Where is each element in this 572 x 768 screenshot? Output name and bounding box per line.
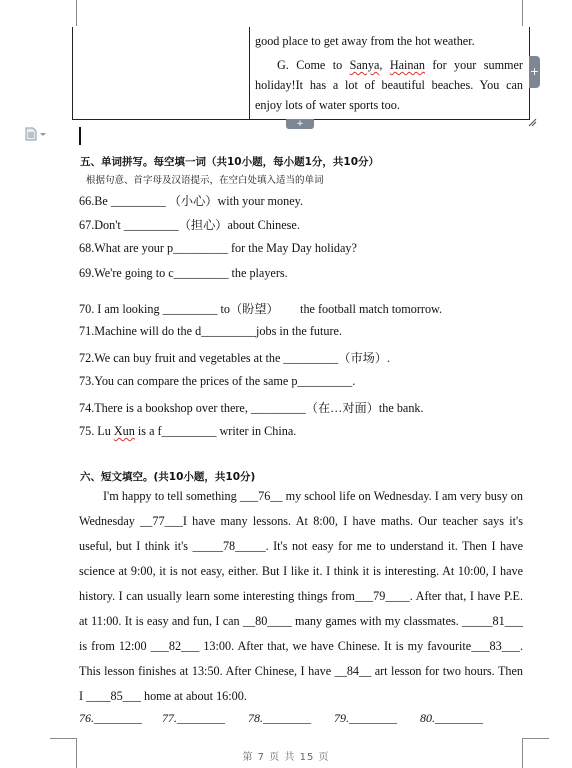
table-line-1: good place to get away from the hot weather. <box>255 34 475 48</box>
question-74[interactable]: 74.There is a bookshop over there, _________（在…对面）the bank. <box>79 401 424 415</box>
question-68[interactable]: 68.What are your p_________ for the May Day holiday? <box>79 241 357 255</box>
question-70[interactable]: 70. I am looking _________ to（盼望） the football match tomorrow. <box>79 302 443 316</box>
answer-80[interactable]: 80.________ <box>420 711 483 725</box>
question-75[interactable] <box>79 424 296 439</box>
add-row-button[interactable] <box>286 119 314 129</box>
answer-78[interactable]: 78.________ <box>248 711 311 725</box>
option-g-prefix: G. Come to <box>277 58 350 72</box>
crop-mark-bottom-left-h <box>50 738 77 739</box>
option-g-text: for your summer holiday!It has a lot of beautiful beaches. You can enjoy lots of water sports too. <box>255 58 523 112</box>
spellcheck-word-hainan: Hainan <box>389 58 426 72</box>
document-icon[interactable] <box>24 127 50 141</box>
add-column-button[interactable] <box>529 56 540 88</box>
crop-mark-top-left-v <box>76 0 77 26</box>
crop-mark-top-right-v <box>522 0 523 26</box>
question-73[interactable]: 73.You can compare the prices of the same p_________. <box>79 374 356 388</box>
spellcheck-word-sanya: Sanya <box>349 58 380 72</box>
section-6-title: 六、短文填空。(共10小题，共10分) <box>80 471 256 483</box>
section-5-title: 五、单词拼写。每空填一词（共10小题，每小题1分，共10分） <box>80 156 380 168</box>
question-72[interactable]: 72.We can buy fruit and vegetables at the _________（市场）. <box>79 351 391 365</box>
question-67[interactable]: 67.Don't _________（担心）about Chinese. <box>79 218 300 232</box>
text-cursor <box>79 127 81 145</box>
answer-76[interactable]: 76.________ <box>79 711 142 725</box>
table-option-g <box>255 55 523 115</box>
question-75-prefix: 75. Lu <box>79 424 114 438</box>
crop-mark-bottom-right-h <box>522 738 549 739</box>
page-footer: 第 7 页 共 15 页 <box>242 752 330 763</box>
table-cell-text[interactable] <box>255 31 523 115</box>
question-75-text: is a f_________ writer in China. <box>134 424 297 438</box>
table-resize-handle-icon[interactable] <box>528 118 537 127</box>
caret-down-icon <box>40 133 46 136</box>
answer-79[interactable]: 79.________ <box>334 711 397 725</box>
spellcheck-word-xun: Xun <box>113 424 135 438</box>
question-66[interactable]: 66.Be _________ （小心）with your money. <box>79 194 303 208</box>
add-column-plus-icon: + <box>529 65 540 78</box>
add-row-plus-icon: + <box>296 119 304 129</box>
cloze-passage-text: I'm happy to tell something ___76__ my school life on Wednesday. I am very busy on Wednesday __77___I have many lessons. At 8:00, I have maths. Our teacher says it's useful, but I think it's _____78_____. It's not easy for me to understand it. Then I have science at 9:00, it is not easy, either. But I like it. I think it is interesting. At 10:00, I have history. I can usually learn some interesting things from___79____. After that, I have P.E. at 11:00. It is easy and fun, I can __80____ many games with my classmates. _____81___ is from 12:00 ___82___ 13:00. After that, we have Chinese. It is my favourite___83___. This lesson finishes at 13:50. After Chinese, I have __84__ art lesson for two hours. Then I ____85___ home at about 16:00. <box>79 489 523 703</box>
continuation-table <box>72 27 530 120</box>
section-5-instruction: 根据句意、首字母及汉语提示，在空白处填入适当的单词 <box>86 175 324 186</box>
table-column-divider <box>249 27 250 119</box>
question-71[interactable]: 71.Machine will do the d_________jobs in the future. <box>79 324 343 338</box>
option-g-separator: , <box>379 58 390 72</box>
answer-77[interactable]: 77.________ <box>162 711 225 725</box>
cloze-passage[interactable] <box>79 484 523 709</box>
question-69[interactable]: 69.We're going to c_________ the players. <box>79 266 288 280</box>
